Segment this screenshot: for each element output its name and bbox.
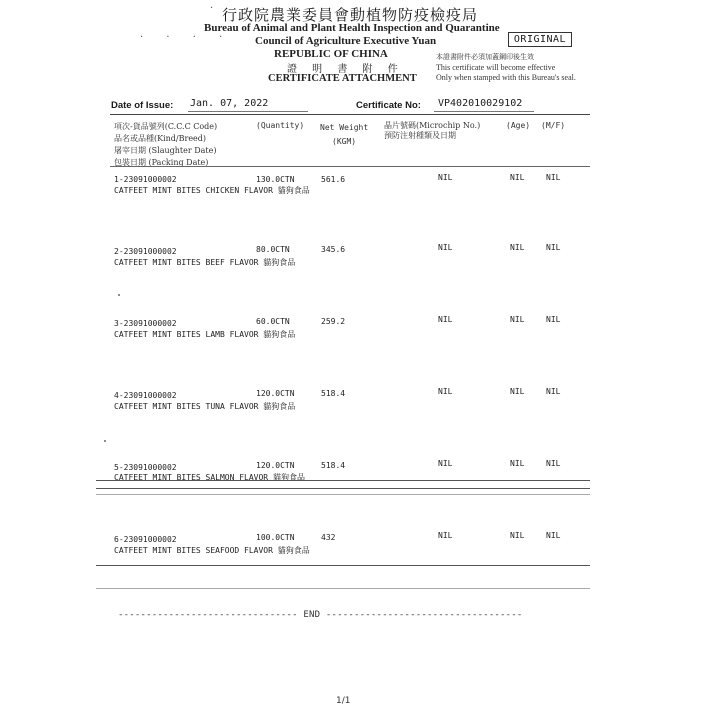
item-quantity: 120.0CTN — [256, 461, 295, 470]
certificate-no-value: VP402010029102 — [438, 98, 523, 109]
column-header-quantity: (Quantity) — [256, 121, 305, 130]
item-code: 4-23091000002 — [114, 391, 177, 400]
item-net-weight: 432 — [321, 533, 336, 542]
item-quantity: 130.0CTN — [256, 175, 295, 184]
item-age: NIL — [510, 459, 525, 468]
item-quantity: 80.0CTN — [256, 245, 290, 254]
item-sex: NIL — [546, 387, 561, 396]
item-quantity: 60.0CTN — [256, 317, 290, 326]
item-description: CATFEET MINT BITES SEAFOOD FLAVOR 貓狗食品 — [114, 546, 310, 555]
bureau-title-zh: 行政院農業委員會動植物防疫檢疫局 — [222, 6, 479, 24]
scan-line — [96, 488, 590, 489]
item-code: 6-23091000002 — [114, 535, 177, 544]
certificate-no-underline — [434, 111, 534, 112]
column-header-item — [114, 121, 217, 169]
seal-note-en-2: Only when stamped with this Bureau's seal. — [436, 73, 576, 82]
item-microchip: NIL — [438, 387, 453, 396]
item-microchip: NIL — [438, 315, 453, 324]
item-age: NIL — [510, 531, 525, 540]
item-description: CATFEET MINT BITES TUNA FLAVOR 貓狗食品 — [114, 402, 296, 411]
column-header-item-packing: 包裝日期 (Packing Date) — [114, 158, 209, 167]
item-net-weight: 518.4 — [321, 389, 346, 398]
column-header-item-slaughter: 屠宰日期 (Slaughter Date) — [114, 146, 217, 155]
end-marker: -------------------------------- END ----------------------------------- — [118, 610, 523, 620]
column-header-item-code: 項次-貨品號列(C.C.C Code) — [114, 122, 218, 131]
issue-date-label: Date of Issue: — [111, 100, 174, 111]
scan-line — [96, 494, 590, 495]
certificate-no-label: Certificate No: — [356, 100, 421, 111]
item-net-weight: 518.4 — [321, 461, 346, 470]
bureau-title-en: Bureau of Animal and Plant Health Inspection and Quarantine — [204, 22, 500, 34]
scan-speck — [118, 294, 120, 296]
item-code: 3-23091000002 — [114, 319, 177, 328]
column-header-item-kind: 品名或品種(Kind/Breed) — [114, 134, 207, 143]
item-sex: NIL — [546, 315, 561, 324]
scan-speck: · — [210, 3, 214, 14]
original-stamp: ORIGINAL — [508, 32, 572, 47]
item-code: 2-23091000002 — [114, 247, 177, 256]
item-net-weight: 345.6 — [321, 245, 346, 254]
column-header-net-weight-unit: (KGM) — [332, 137, 357, 146]
column-header-age: (Age) — [506, 121, 531, 130]
item-microchip: NIL — [438, 243, 453, 252]
scan-line — [96, 588, 590, 589]
column-header-net-weight-label: Net Weight — [320, 123, 369, 132]
doc-title-en: CERTIFICATE ATTACHMENT — [268, 73, 417, 84]
column-header-sex: (M/F) — [541, 121, 566, 130]
item-sex: NIL — [546, 531, 561, 540]
item-sex: NIL — [546, 243, 561, 252]
column-header-vaccination-label: 預防注射種類及日期 — [384, 131, 456, 140]
header-divider — [110, 114, 590, 115]
item-description: CATFEET MINT BITES LAMB FLAVOR 貓狗食品 — [114, 330, 296, 339]
item-net-weight: 561.6 — [321, 175, 346, 184]
page-number: 1/1 — [336, 696, 351, 706]
item-sex: NIL — [546, 459, 561, 468]
item-microchip: NIL — [438, 173, 453, 182]
item-microchip: NIL — [438, 459, 453, 468]
council-title-en: Council of Agriculture Executive Yuan — [255, 35, 437, 47]
item-age: NIL — [510, 173, 525, 182]
scan-line — [96, 480, 590, 481]
scan-line — [96, 565, 590, 566]
item-quantity: 100.0CTN — [256, 533, 295, 542]
seal-note-en-1: This certificate will become effective — [436, 63, 556, 72]
country-title: REPUBLIC OF CHINA — [274, 48, 388, 60]
scan-specks: · · · · — [140, 32, 233, 43]
item-code: 5-23091000002 — [114, 463, 177, 472]
item-microchip: NIL — [438, 531, 453, 540]
issue-date-value: Jan. 07, 2022 — [190, 98, 269, 109]
item-description: CATFEET MINT BITES CHICKEN FLAVOR 貓狗食品 — [114, 186, 310, 195]
column-header-microchip-label: 晶片號碼(Microchip No.) — [384, 121, 481, 130]
seal-note-zh: 本證書附件必須加蓋鋼印後生效 — [436, 53, 534, 61]
column-header-microchip — [384, 121, 480, 141]
item-age: NIL — [510, 387, 525, 396]
item-code: 1-23091000002 — [114, 175, 177, 184]
column-header-net-weight — [320, 121, 368, 149]
item-age: NIL — [510, 315, 525, 324]
item-quantity: 120.0CTN — [256, 389, 295, 398]
item-sex: NIL — [546, 173, 561, 182]
item-net-weight: 259.2 — [321, 317, 346, 326]
scan-speck — [104, 440, 106, 442]
item-description: CATFEET MINT BITES BEEF FLAVOR 貓狗食品 — [114, 258, 296, 267]
column-header-divider — [110, 166, 590, 167]
doc-title-zh: 證 明 書 附 件 — [287, 64, 404, 75]
item-age: NIL — [510, 243, 525, 252]
item-description: CATFEET MINT BITES SALMON FLAVOR 貓狗食品 — [114, 473, 305, 482]
issue-date-underline — [188, 111, 308, 112]
